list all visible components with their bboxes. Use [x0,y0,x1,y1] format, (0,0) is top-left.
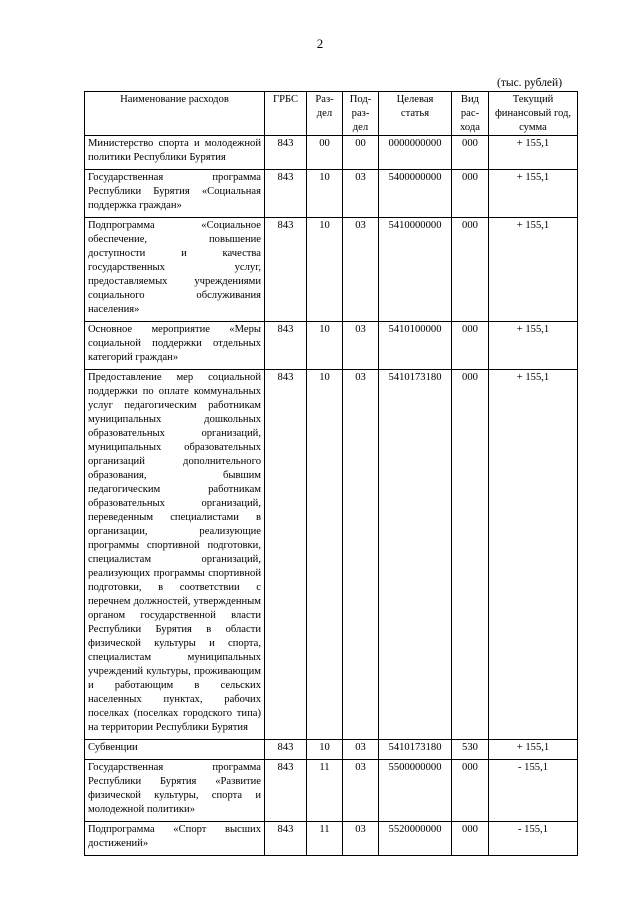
row-razdel: 10 [307,740,343,760]
row-podrazdel: 03 [343,322,379,370]
row-vid: 000 [452,322,489,370]
row-celevaya: 5410000000 [379,218,452,322]
header-vid: Вид рас-хода [452,92,489,136]
row-celevaya: 5520000000 [379,822,452,856]
row-razdel: 10 [307,322,343,370]
table-header-row [85,92,578,136]
row-celevaya: 5400000000 [379,170,452,218]
table-row [85,218,578,322]
header-podrazdel: Под-раз-дел [343,92,379,136]
row-summa: - 155,1 [489,760,578,822]
row-vid: 530 [452,740,489,760]
row-grbs: 843 [265,822,307,856]
row-summa: + 155,1 [489,370,578,740]
row-name: Основное мероприятие «Меры социальной поддержки отдельных категорий граждан» [85,322,265,370]
table-row [85,370,578,740]
row-podrazdel: 03 [343,170,379,218]
row-podrazdel: 03 [343,740,379,760]
row-podrazdel: 03 [343,822,379,856]
row-celevaya: 5410173180 [379,740,452,760]
header-grbs: ГРБС [265,92,307,136]
row-razdel: 11 [307,822,343,856]
row-grbs: 843 [265,136,307,170]
row-name: Подпрограмма «Социальное обеспечение, повышение доступности и качества государственных услуг, предоставляемых учреждениями социального обслуживания населения» [85,218,265,322]
row-celevaya: 5500000000 [379,760,452,822]
row-summa: - 155,1 [489,822,578,856]
row-grbs: 843 [265,218,307,322]
units-label: (тыс. рублей) [497,77,563,89]
row-grbs: 843 [265,170,307,218]
row-podrazdel: 03 [343,370,379,740]
header-summa: Текущий финансовый год, сумма [489,92,578,136]
row-vid: 000 [452,136,489,170]
row-razdel: 10 [307,218,343,322]
row-vid: 000 [452,218,489,322]
row-vid: 000 [452,370,489,740]
row-summa: + 155,1 [489,740,578,760]
row-summa: + 155,1 [489,218,578,322]
row-podrazdel: 03 [343,218,379,322]
table-row [85,740,578,760]
row-razdel: 10 [307,370,343,740]
header-celevaya: Целевая статья [379,92,452,136]
row-podrazdel: 03 [343,760,379,822]
expenses-table [84,91,578,856]
header-razdel: Раз-дел [307,92,343,136]
row-celevaya: 5410173180 [379,370,452,740]
row-summa: + 155,1 [489,136,578,170]
header-name: Наименование расходов [85,92,265,136]
row-razdel: 10 [307,170,343,218]
row-name: Субвенции [85,740,265,760]
row-podrazdel: 00 [343,136,379,170]
table-row [85,822,578,856]
row-name: Министерство спорта и молодежной политики Республики Бурятия [85,136,265,170]
row-name: Предоставление мер социальной поддержки по оплате коммунальных услуг педагогическим работникам муниципальных дошкольных образовательных организаций, муниципальных образовательных организаций дополнительного образования, бывшим педагогическим работникам образовательных организаций, переведенным специалистами в организации, реализующие программы спортивной подготовки, специалистам организаций, реализующих программы спортивной подготовки, в соответствии с перечнем должностей, утвержденным органом государственной власти Республики Бурятия в области физической культуры и спорта, специалистам муниципальных учреждений культуры, проживающим и работающим в сельских населенных пунктах, рабочих поселках (поселках городского типа) на территории Республики Бурятия [85,370,265,740]
row-name: Государственная программа Республики Бурятия «Социальная поддержка граждан» [85,170,265,218]
row-summa: + 155,1 [489,170,578,218]
row-vid: 000 [452,822,489,856]
page-number: 2 [316,36,324,51]
row-celevaya: 0000000000 [379,136,452,170]
table-row [85,322,578,370]
table-row [85,136,578,170]
row-name: Государственная программа Республики Бурятия «Развитие физической культуры, спорта и молодежной политики» [85,760,265,822]
row-summa: + 155,1 [489,322,578,370]
row-name: Подпрограмма «Спорт высших достижений» [85,822,265,856]
row-razdel: 11 [307,760,343,822]
row-grbs: 843 [265,740,307,760]
row-grbs: 843 [265,370,307,740]
row-celevaya: 5410100000 [379,322,452,370]
row-grbs: 843 [265,760,307,822]
table-row [85,760,578,822]
row-vid: 000 [452,170,489,218]
row-vid: 000 [452,760,489,822]
row-grbs: 843 [265,322,307,370]
row-razdel: 00 [307,136,343,170]
table-row [85,170,578,218]
